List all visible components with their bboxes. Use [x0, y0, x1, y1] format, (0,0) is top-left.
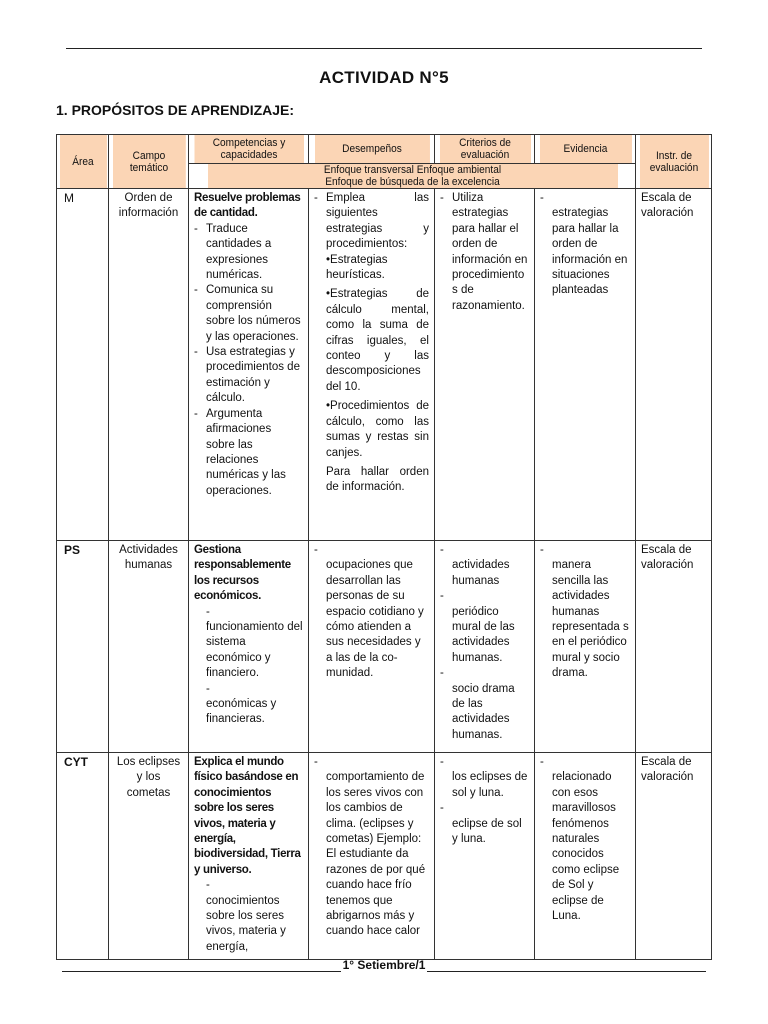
- enfoque-line-1: Enfoque transversal Enfoque ambiental: [323, 164, 501, 176]
- performance-text: comportamiento de los seres vivos con los cambios de clima. (eclipses y cometas) Ejemplo: El estudiante da razones de por qué cuando hace frío tenemos que abrigarnos más y cuando hace calor: [326, 771, 426, 938]
- area-cell: PS: [64, 543, 81, 557]
- capacity-dash: -: [206, 682, 210, 695]
- header-area: Área: [59, 135, 107, 189]
- header-enfoques: [206, 164, 617, 189]
- performance-bullet: Para hallar orden de información.: [326, 465, 429, 494]
- campo-cell: Actividades humanas: [119, 544, 178, 572]
- criterion-dash: -: [440, 802, 444, 815]
- footer-rule-left: [62, 960, 341, 972]
- criterion-dash: -: [440, 667, 444, 680]
- capacity-dash: -: [206, 605, 210, 618]
- header-competencias: Competencias y capacidades: [193, 135, 303, 164]
- campo-cell: Orden de información: [118, 192, 179, 220]
- performance-dash: -: [314, 544, 318, 556]
- area-cell: CYT: [64, 755, 88, 769]
- evidence-text: relacionado con esos maravillosos fenómenos naturales conocidos como eclipse de Sol y eclipse de Luna.: [552, 771, 620, 923]
- campo-cell: Los eclipses y los cometas: [116, 756, 181, 799]
- table-row-m: [57, 189, 712, 541]
- competence-title: Explica el mundo físico basándose en conocimientos sobre los seres vivos, materia y energía, biodiversidad, Tierra y universo.: [194, 756, 301, 876]
- page-title: ACTIVIDAD N°5: [319, 68, 449, 87]
- header-desempenos: Desempeños: [314, 135, 430, 164]
- capacity-dash: -: [206, 879, 210, 892]
- capacity-text: conocimientos sobre los seres vivos, materia y energía,: [206, 894, 286, 953]
- evidence-dash: -: [540, 192, 544, 204]
- table-row-cyt: [57, 753, 712, 960]
- instrument-cell: Escala de valoración: [641, 756, 694, 784]
- criterion-text: actividades humanas: [452, 559, 510, 587]
- capacity-item: - Comunica su comprensión sobre los números y las operaciones.: [206, 283, 303, 345]
- capacity-item: - Traduce cantidades a expresiones numéricas.: [206, 222, 303, 284]
- area-cell: M: [64, 191, 74, 205]
- criterion-item: - Utiliza estrategias para hallar el orden de información en procedimiento s de razonamiento.: [452, 191, 529, 314]
- criterion-dash: -: [440, 544, 444, 556]
- evidence-dash: -: [540, 756, 544, 768]
- capacity-item: - Usa estrategias y procedimientos de estimación y cálculo.: [206, 345, 303, 407]
- capacity-text: funcionamiento del sistema económico y financiero.: [206, 621, 303, 680]
- evidence-text: estrategias para hallar la orden de información en situaciones planteadas: [552, 207, 628, 297]
- footer-date: 1° Setiembre/1: [342, 958, 426, 972]
- header-campo: Campo temático: [112, 135, 186, 189]
- capacity-item: - Argumenta afirmaciones sobre las relaciones numéricas y las operaciones.: [206, 407, 303, 499]
- table-row-ps: [57, 541, 712, 753]
- criterion-dash: -: [440, 756, 444, 768]
- page-footer: [62, 958, 706, 972]
- performance-bullet: •Estrategias heurísticas.: [326, 253, 388, 282]
- learning-purposes-table: [56, 134, 712, 960]
- criterion-text: periódico mural de las actividades humanas.: [452, 605, 515, 664]
- competence-title: Gestiona responsablemente los recursos económicos.: [194, 544, 291, 603]
- header-evidencia: Evidencia: [539, 135, 632, 164]
- performance-intro: - Emplea las siguientes estrategias y procedimientos:: [326, 191, 429, 253]
- performance-bullet: •Estrategias de cálculo mental, como la suma de cifras iguales, el conteo y las descomposiciones del 10.: [326, 288, 429, 393]
- performance-bullet: •Procedimientos de cálculo, como las sumas y restas sin canjes.: [326, 400, 429, 459]
- instrument-cell: Escala de valoración: [641, 544, 694, 572]
- criterion-text: los eclipses de sol y luna.: [452, 771, 528, 799]
- footer-rule-right: [427, 960, 706, 972]
- evidence-text: manera sencilla las actividades humanas representada s en el periódico mural y socio drama.: [552, 559, 629, 680]
- capacity-text: económicas y financieras.: [206, 698, 277, 726]
- section-heading: 1. PROPÓSITOS DE APRENDIZAJE:: [56, 102, 295, 118]
- evidence-dash: -: [540, 544, 544, 556]
- instrument-cell: Escala de valoración: [641, 192, 694, 220]
- performance-text: ocupaciones que desarrollan las personas de su espacio cotidiano y cómo atienden a sus necesidades y a las de la co-munidad.: [326, 559, 424, 680]
- competence-title: Resuelve problemas de cantidad.: [194, 192, 301, 220]
- header-instr: Instr. de evaluación: [639, 135, 709, 189]
- criterion-dash: -: [440, 590, 444, 603]
- top-rule: [66, 48, 702, 49]
- enfoque-line-2: Enfoque de búsqueda de la excelencia: [324, 176, 500, 188]
- criterion-text: eclipse de sol y luna.: [452, 817, 522, 846]
- criterion-text: socio drama de las actividades humanas.: [452, 682, 515, 741]
- header-criterios: Criterios de evaluación: [439, 135, 531, 164]
- performance-dash: -: [314, 756, 318, 768]
